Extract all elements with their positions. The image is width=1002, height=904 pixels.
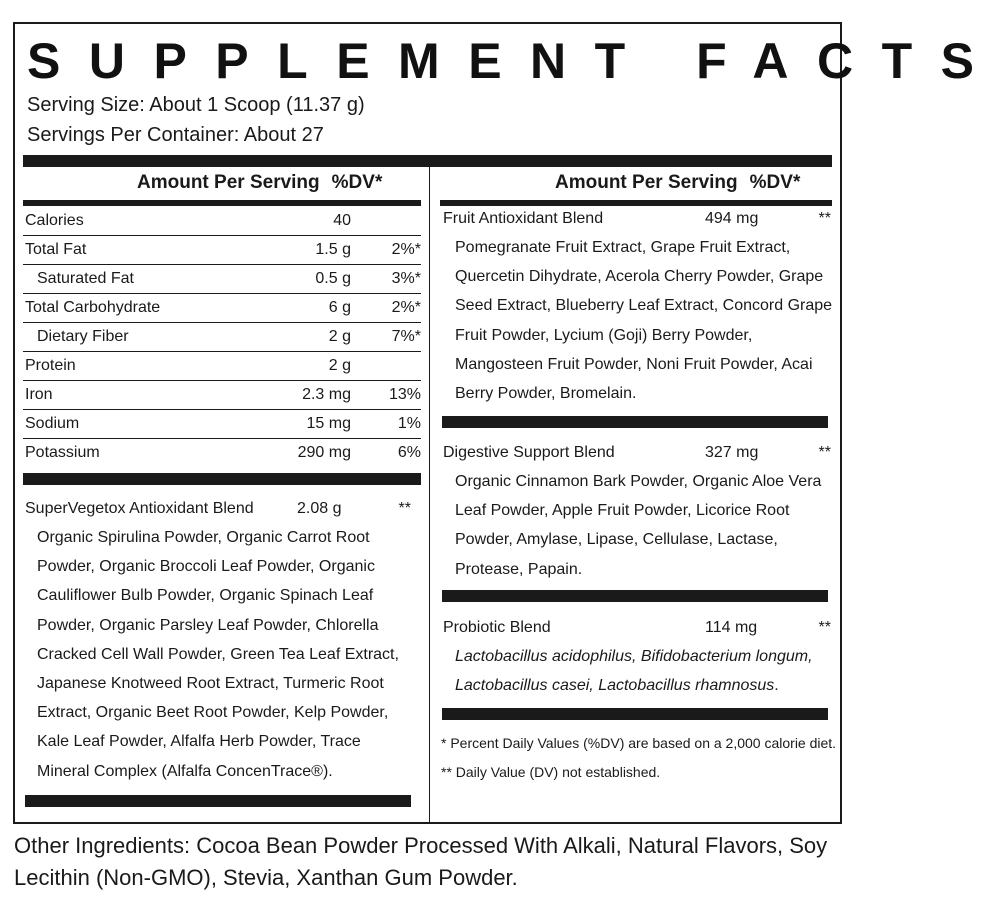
footnote-percent-dv: * Percent Daily Values (%DV) are based on a 2,000 calorie diet. [441, 735, 837, 751]
nutrient-name: Potassium [25, 444, 100, 461]
nutrient-dv: 2%* [391, 241, 421, 258]
nutrient-row [23, 264, 421, 293]
nutrient-amount: 6 g [328, 299, 351, 316]
left-column-header [137, 167, 382, 199]
nutrient-dv: 7%* [391, 328, 421, 345]
probiotic-strains-end: . [774, 677, 779, 695]
nutrient-row [23, 351, 421, 380]
section-divider-bar [23, 473, 421, 485]
digestive-ingredients: Organic Cinnamon Bark Powder, Organic Aloe Vera Leaf Powder, Apple Fruit Powder, Licorice Root Powder, Amylase, Lipase, Cellulase, Lactase, Protease, Papain. [455, 473, 822, 578]
panel-title: SUPPLEMENT FACTS [27, 33, 1002, 89]
other-ingredients: Other Ingredients: Cocoa Bean Powder Processed With Alkali, Natural Flavors, Soy Lecithin (Non-GMO), Stevia, Xanthan Gum Powder. [14, 833, 828, 890]
supplement-facts-panel [13, 22, 1002, 824]
nutrient-amount: 15 mg [306, 415, 351, 432]
section-divider-bar [442, 590, 828, 602]
blend-dv: ** [398, 500, 411, 517]
fruit-ingredients: Pomegranate Fruit Extract, Grape Fruit Extract, Quercetin Dihydrate, Acerola Cherry Powder, Grape Seed Extract, Blueberry Leaf Extract, Concord Grape Fruit Powder, Lycium (Goji) Berry Powder, Mangosteen Fruit Powder, Noni Fruit Powder, Acai Berry Powder, Bromelain. [455, 239, 833, 403]
digestive-blend-header [443, 438, 831, 467]
supervegetox-blend-header [25, 494, 411, 523]
nutrient-row [23, 322, 421, 351]
top-divider-bar [23, 155, 832, 167]
nutrient-row [23, 293, 421, 322]
nutrient-amount: 2.3 mg [302, 386, 351, 403]
nutrient-row [23, 206, 421, 235]
right-column-header [555, 167, 800, 199]
footnote-dv-not-established: ** Daily Value (DV) not established. [441, 764, 661, 780]
blend-name: Probiotic Blend [443, 619, 551, 636]
blend-name: Fruit Antioxidant Blend [443, 210, 604, 227]
section-divider-bar [25, 795, 411, 807]
nutrient-row [23, 235, 421, 264]
amount-per-serving-label: Amount Per Serving [555, 172, 738, 193]
fruit-blend-header [443, 204, 831, 233]
nutrient-name: Sodium [25, 415, 80, 432]
column-divider [429, 167, 430, 824]
probiotic-blend-header [443, 613, 831, 642]
nutrient-name: Total Carbohydrate [25, 299, 161, 316]
nutrient-name: Saturated Fat [37, 270, 134, 287]
blend-amount: 114 mg [705, 619, 758, 636]
dv-label: %DV* [749, 172, 801, 193]
blend-amount: 327 mg [705, 444, 759, 461]
nutrient-amount: 2 g [328, 357, 351, 374]
dv-label: %DV* [331, 172, 383, 193]
blend-name: SuperVegetox Antioxidant Blend [25, 500, 254, 517]
blend-amount: 2.08 g [297, 500, 342, 517]
blend-name: Digestive Support Blend [443, 444, 615, 461]
serving-size: Serving Size: About 1 Scoop (11.37 g) [27, 94, 365, 116]
nutrient-name: Iron [25, 386, 53, 403]
nutrient-row [23, 438, 421, 467]
blend-dv: ** [818, 619, 831, 636]
nutrient-name: Calories [25, 212, 84, 229]
nutrient-name: Protein [25, 357, 76, 374]
probiotic-strains: Lactobacillus acidophilus, Bifidobacterium longum, Lactobacillus casei, Lactobacillus rhamnosus [455, 648, 813, 695]
nutrient-dv: 1% [397, 415, 421, 432]
blend-amount: 494 mg [705, 210, 759, 227]
probiotic-ingredients [455, 642, 833, 700]
nutrient-amount: 1.5 g [315, 241, 351, 258]
nutrient-amount: 0.5 g [315, 270, 351, 287]
blend-dv: ** [818, 210, 831, 227]
nutrient-dv: 3%* [391, 270, 421, 287]
nutrient-dv: 2%* [391, 299, 421, 316]
section-divider-bar [442, 416, 828, 428]
nutrient-dv: 13% [388, 386, 421, 403]
nutrient-dv: 6% [397, 444, 421, 461]
servings-per-container: Servings Per Container: About 27 [27, 124, 324, 146]
supervegetox-ingredients: Organic Spirulina Powder, Organic Carrot Root Powder, Organic Broccoli Leaf Powder, Organic Cauliflower Bulb Powder, Organic Spinach Leaf Powder, Organic Parsley Leaf Powder, Chlorella Cracked Cell Wall Powder, Green Tea Leaf Extract, Japanese Knotweed Root Extract, Turmeric Root Extract, Organic Beet Root Powder, Kelp Powder, Kale Leaf Powder, Alfalfa Herb Powder, Trace Mineral Complex (Alfalfa ConcenTrace®). [37, 529, 399, 780]
section-divider-bar [442, 708, 828, 720]
nutrient-row [23, 409, 421, 438]
blend-dv: ** [818, 444, 831, 461]
amount-per-serving-label: Amount Per Serving [137, 172, 320, 193]
nutrient-amount: 2 g [328, 328, 351, 345]
nutrient-name: Dietary Fiber [37, 328, 129, 345]
nutrient-row [23, 380, 421, 409]
nutrient-amount: 40 [333, 212, 351, 229]
nutrient-name: Total Fat [25, 241, 87, 258]
nutrient-amount: 290 mg [297, 444, 351, 461]
